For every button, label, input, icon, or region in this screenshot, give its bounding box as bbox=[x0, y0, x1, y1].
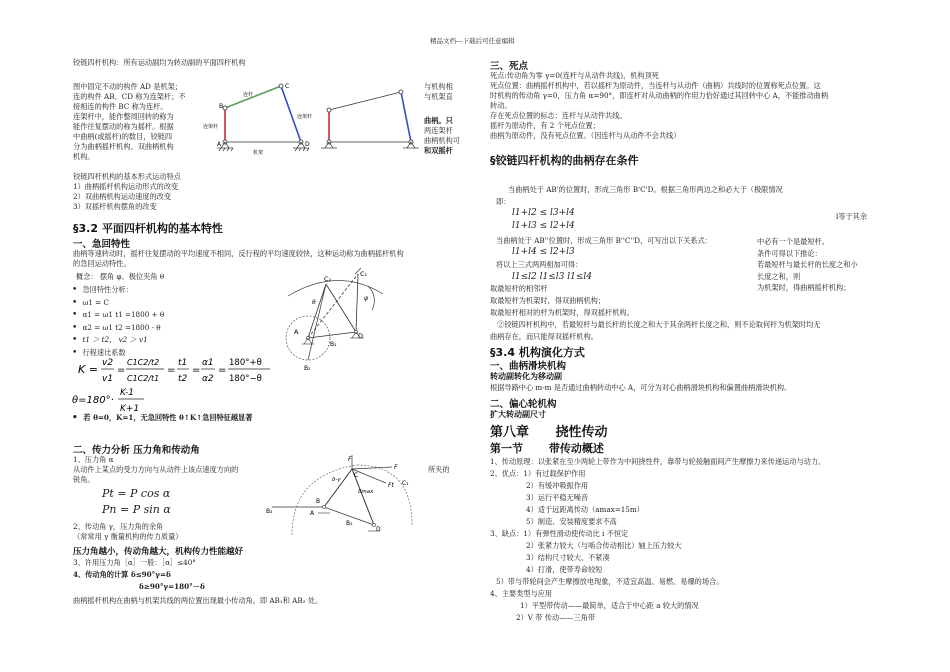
svg-text:B₁: B₁ bbox=[330, 341, 337, 348]
svg-text:F: F bbox=[348, 456, 352, 463]
text-line: （常常用 γ 衡量机构的传力质量） bbox=[73, 532, 183, 541]
text-line: 连架杆中，能作整周回转的称为 bbox=[73, 112, 174, 121]
text-line: 摇杆为原动件，有 2 个死点位置； bbox=[490, 121, 600, 130]
inequality-3: l1+l4 ≤ l2+l3 bbox=[512, 247, 575, 257]
slider-crank-sub: 转动副转化为移动副 bbox=[490, 372, 562, 381]
chapter-8-title bbox=[490, 421, 608, 440]
text-line: 曲柄。只 bbox=[424, 116, 453, 125]
text-line: 4）适于远距离传动（amax=15m） bbox=[526, 505, 644, 514]
conclusion-c: 取最短杆相对的杆为机架时，得双摇杆机构。 bbox=[490, 308, 634, 317]
text-line: 2）有缓冲吸振作用 bbox=[526, 481, 589, 490]
overflow-text-b bbox=[424, 116, 460, 156]
text-line: 曲柄等速转动时，摇杆往复摆动的平均速度不相同，反行程的平均速度较快，这种运动称为曲柄摇杆机构 bbox=[73, 249, 404, 258]
svg-text:K =: K = bbox=[78, 363, 98, 376]
transmission-conclusion: 压力角越小，传动角越大，机构传力性能越好 bbox=[73, 547, 244, 557]
svg-text:α2: α2 bbox=[202, 374, 214, 384]
text-line: 3）双摇杆机构摆角的改变 bbox=[73, 202, 157, 211]
text-line: 存在死点位置的标志：连杆与从动件共线。 bbox=[490, 111, 627, 120]
text-line: 能作往复摆动的称为摇杆。根据 bbox=[73, 122, 174, 131]
crank-condition-p1: 当曲柄处于 AB'的位置时，形成三角形 B'C'D。根据三角形两边之和必大于（极限情况 bbox=[508, 185, 783, 194]
inequality-2: l1+l3 ≤ l2+l4 bbox=[512, 221, 575, 231]
svg-text:A: A bbox=[310, 510, 315, 517]
pressure-side-text: 所夹的 bbox=[428, 465, 450, 474]
svg-text:B₂: B₂ bbox=[266, 508, 273, 515]
text-line: 2）V 带 传动——三角带 bbox=[516, 613, 596, 622]
bullet-item: • α2 = ω1 t2 =1800 - θ bbox=[72, 322, 161, 333]
force-analysis-title: 二、传力分析 压力角和传动角 bbox=[73, 445, 200, 456]
header-note: 精品文档---下载后可任意编辑 bbox=[430, 37, 515, 45]
conclusion-d: ②铰链四杆机构中，若最短杆与最长杆的长度之和大于其余两杆长度之和，则不论取何杆为机架时均无 bbox=[497, 320, 821, 329]
dead-point-text bbox=[490, 71, 828, 141]
svg-text:δ-γ: δ-γ bbox=[332, 477, 341, 483]
svg-text:=: = bbox=[117, 365, 126, 376]
text-line: 连的构件 AB、CD 称为连架杆；不 bbox=[73, 92, 186, 101]
text-line: 分为曲柄摇杆机构、双曲柄机构 bbox=[73, 142, 174, 151]
quick-return-figure bbox=[268, 266, 408, 386]
text-line: 铰链四杆机构的基本形式运动特点 bbox=[73, 172, 181, 181]
label-rocker-left: 连架杆 bbox=[203, 124, 219, 130]
text-line: 中曲柄(或摇杆)的数目，铰链四 bbox=[73, 132, 173, 141]
label-coupler: 连杆 bbox=[243, 92, 254, 98]
bullet-item: • 行程速比系数 bbox=[72, 347, 126, 358]
text-line: 2、传动角 γ，压力角的余角 bbox=[73, 522, 164, 531]
svg-text:θ: θ bbox=[312, 299, 316, 306]
theta-note: • 若 θ=0，K=1，无急回特性 θ↑K↑急回特征越显著 bbox=[72, 413, 253, 423]
text-line: 3）结构尺寸较大、不紧凑 bbox=[526, 553, 610, 562]
text-line: 长度之和，则 bbox=[757, 271, 801, 281]
intro-line: 铰链四杆机构：所有运动副均为转动副的平面四杆机构 bbox=[73, 58, 246, 67]
quick-return-title: 一、急回特性 bbox=[73, 239, 131, 250]
conclusion-b: 取最短杆为机架时，得双曲柄机构； bbox=[490, 296, 606, 305]
crank-condition-title: §铰链四杆机构的曲柄存在条件 bbox=[490, 154, 639, 167]
text-line: 曲柄机构可 bbox=[424, 136, 460, 145]
text-line: 转动。 bbox=[490, 101, 512, 110]
svg-text:ψ: ψ bbox=[364, 295, 368, 302]
text-line: 1）平型带传动——最简单，适合于中心距 a 较大的情况 bbox=[520, 601, 699, 610]
text-line: 2、优点：1）有过载保护作用 bbox=[490, 469, 586, 478]
eccentric-sub: 扩大转动副尺寸 bbox=[490, 410, 546, 419]
formula-pn: Pn = P sin α bbox=[102, 503, 171, 516]
svg-text:δmax: δmax bbox=[358, 489, 374, 495]
allowable-angle: 3、许用压力角［α］一般：［α］≤40° bbox=[73, 558, 196, 567]
text-line: 若最短杆与最长杆的长度之和小 bbox=[757, 260, 858, 269]
crank-condition-p1b: 即： bbox=[496, 197, 511, 206]
svg-text:K-1: K-1 bbox=[120, 388, 134, 398]
svg-text:B₁: B₁ bbox=[346, 520, 353, 527]
text-line: 2）张紧力较大（与啮合传动相比）轴上压力较大 bbox=[526, 541, 682, 550]
conclusion-a: 取最短杆的相邻杆 bbox=[490, 284, 548, 293]
svg-text:v2: v2 bbox=[102, 358, 114, 368]
text-line: 的急回运动特性。 bbox=[73, 259, 131, 268]
analysis-bullets bbox=[72, 284, 164, 359]
svg-text:v1: v1 bbox=[102, 374, 114, 384]
svg-text:α1: α1 bbox=[202, 358, 214, 368]
four-bar-linkage-figure bbox=[205, 78, 420, 162]
svg-text:=: = bbox=[192, 365, 201, 376]
section-name: 带传动概述 bbox=[548, 442, 604, 455]
svg-text:C: C bbox=[354, 472, 359, 479]
svg-text:C1C2/t2: C1C2/t2 bbox=[127, 358, 160, 367]
dead-point-title: 三、死点 bbox=[490, 61, 529, 72]
inequality-1: l1+l2 ≤ l3+l4 bbox=[512, 208, 575, 218]
label-C: C bbox=[285, 83, 290, 90]
svg-text:K+1: K+1 bbox=[120, 404, 140, 414]
pressure-angle-text bbox=[73, 455, 238, 485]
angle-calc-1: 4、传动角的计算 δ≤90°γ=δ bbox=[73, 570, 171, 579]
bullet-item: • ω1 = C bbox=[72, 297, 109, 308]
text-line: 中必有一个是最短杆。 bbox=[757, 237, 829, 246]
text-line: 和双摇杆 bbox=[424, 146, 453, 155]
text-line: 条件可得以下推论： bbox=[757, 248, 822, 258]
pressure-angle-figure bbox=[262, 455, 427, 550]
text-line: 死点位置：曲柄摇杆机构中，若以摇杆为原动件，当连杆与从动件（曲柄）共线时的位置称死点位置。这 bbox=[490, 81, 821, 90]
text-line: 时机构的传动角 γ=0，压力角 α=90°，即连杆对从动曲柄的作用力恰好通过其回转中心 A，不能推动曲柄 bbox=[490, 91, 829, 100]
text-line: 从动件上某点的受力方向与从动件上该点速度方向的 bbox=[73, 465, 239, 474]
concept-line: 概念： 摆角 φ、极位夹角 θ bbox=[76, 272, 165, 281]
text-line: 4）打滑，使带寿命较短 bbox=[526, 565, 603, 574]
bullet-item: • t1 ＞ t2， v2 ＞ v1 bbox=[72, 335, 148, 345]
bullet-item: • 急回特性分析： bbox=[72, 285, 133, 295]
label-D: D bbox=[305, 141, 310, 148]
text-line: 锐角。 bbox=[73, 475, 95, 484]
svg-text:C₁: C₁ bbox=[360, 270, 368, 278]
svg-text:180°−θ: 180°−θ bbox=[229, 374, 262, 384]
svg-text:t1: t1 bbox=[178, 358, 188, 368]
text-line: 4、主要类型与应用 bbox=[490, 589, 553, 598]
svg-text:F: F bbox=[394, 464, 398, 471]
text-line: 5）制造、安装精度要求不高 bbox=[526, 517, 617, 526]
label-B: B bbox=[219, 103, 224, 110]
svg-text:180°+θ: 180°+θ bbox=[229, 358, 262, 368]
section-3-4-title: §3.4 机构演化方式 bbox=[490, 346, 585, 359]
svg-text:θ=180°·: θ=180°· bbox=[72, 395, 114, 406]
text-line: 5）带与带轮间会产生摩擦放电现象，不适宜高温、易燃、易爆的场合。 bbox=[496, 577, 724, 586]
text-line: 与机架直 bbox=[424, 92, 453, 101]
text-line: 与机构相 bbox=[424, 82, 453, 91]
inequality-4: l1≤l2 l1≤l3 l1≤l4 bbox=[512, 272, 592, 282]
label-A: A bbox=[217, 141, 222, 148]
text-line: 接相连的构件 BC 称为连杆。 bbox=[73, 102, 168, 111]
text-line: 死点:传动角为零 γ=0(连杆与从动件共线)，机构顶死 bbox=[490, 71, 659, 80]
basic-forms bbox=[73, 172, 181, 212]
svg-text:D: D bbox=[376, 526, 381, 533]
crank-condition-p2: 当曲柄处于 AB''位置时，形成三角形 B''C''D，可写出以下关系式： bbox=[496, 236, 712, 245]
text-line: 图中固定不动的构件 AD 是机架； bbox=[73, 82, 182, 91]
conclusion-e: 曲柄存在，而只能得双摇杆机构。 bbox=[490, 332, 598, 341]
svg-text:A: A bbox=[294, 328, 299, 336]
text-line: 为机架时，得曲柄摇杆机构； bbox=[757, 283, 851, 292]
svg-text:C₁: C₁ bbox=[402, 480, 409, 487]
svg-text:t2: t2 bbox=[178, 374, 188, 384]
right-clipped-text: l等于其余 bbox=[836, 212, 868, 221]
slider-crank-title: 一、曲柄滑块机构 bbox=[490, 361, 567, 372]
section-number: 第一节 bbox=[490, 442, 523, 455]
text-line: 2）双曲柄机构运动速度的改变 bbox=[73, 192, 172, 201]
text-line: 1）曲柄摇杆机构运动形式的改变 bbox=[73, 182, 179, 191]
text-line: 3）运行平稳无噪音 bbox=[526, 493, 589, 502]
crank-condition-p3: 将以上三式两两相加可得： bbox=[496, 260, 583, 269]
text-line: 机构。 bbox=[73, 152, 95, 161]
section-1-title bbox=[490, 440, 604, 456]
svg-text:C₂: C₂ bbox=[324, 275, 332, 283]
svg-text:=: = bbox=[167, 365, 176, 376]
transmission-angle-text bbox=[73, 522, 183, 542]
svg-text:=: = bbox=[218, 365, 227, 376]
bullet-item: • α1 = ω1 t1 =1800 + θ bbox=[72, 310, 165, 320]
min-transmission-note: 曲柄摇杆机构在曲柄与机架共线的两位置出现最小传动角。即 AB₁和 AB₂ 处。 bbox=[73, 596, 323, 605]
belt-drive-list bbox=[490, 456, 825, 624]
text-line: 两连架杆 bbox=[424, 126, 453, 135]
text-line: 3、缺点：1）有弹性滑动使传动比 i 不恒定 bbox=[490, 529, 629, 538]
text-line: 1、传动原理：以张紧在至少两轮上带作为中间挠性件，靠带与轮接触面间产生摩擦力来传递运动与动力。 bbox=[490, 457, 826, 466]
overflow-text-a bbox=[424, 82, 453, 102]
svg-text:B: B bbox=[316, 498, 321, 505]
svg-text:Ft: Ft bbox=[388, 482, 394, 489]
formula-pt: Pt = P cos α bbox=[102, 487, 171, 500]
label-frame: 机架 bbox=[253, 150, 264, 156]
eccentric-title: 二、偏心轮机构 bbox=[490, 399, 557, 410]
text-line: 曲柄为原动件，没有死点位置。（因连杆与从动件不会共线） bbox=[490, 131, 681, 140]
svg-text:C1C2/t1: C1C2/t1 bbox=[127, 374, 160, 383]
chapter-number: 第八章 bbox=[490, 425, 530, 440]
svg-text:D: D bbox=[358, 332, 364, 340]
intro-paragraph bbox=[73, 82, 186, 162]
angle-calc-2: δ≥90°γ=180°－δ bbox=[139, 582, 205, 591]
crank-side-notes bbox=[757, 236, 858, 294]
slider-crank-text: 根据导路中心 m-m 是否通过曲柄转动中心 A，可分为对心曲柄滑块机构和偏置曲柄滑块机构。 bbox=[490, 383, 792, 392]
label-rocker-right: 连架杆 bbox=[297, 114, 313, 120]
section-3-2-title: §3.2 平面四杆机构的基本特性 bbox=[73, 222, 223, 235]
chapter-name: 挠性传动 bbox=[555, 425, 608, 440]
text-line: 1、压力角 α bbox=[73, 455, 114, 464]
svg-text:B₂: B₂ bbox=[304, 365, 311, 372]
